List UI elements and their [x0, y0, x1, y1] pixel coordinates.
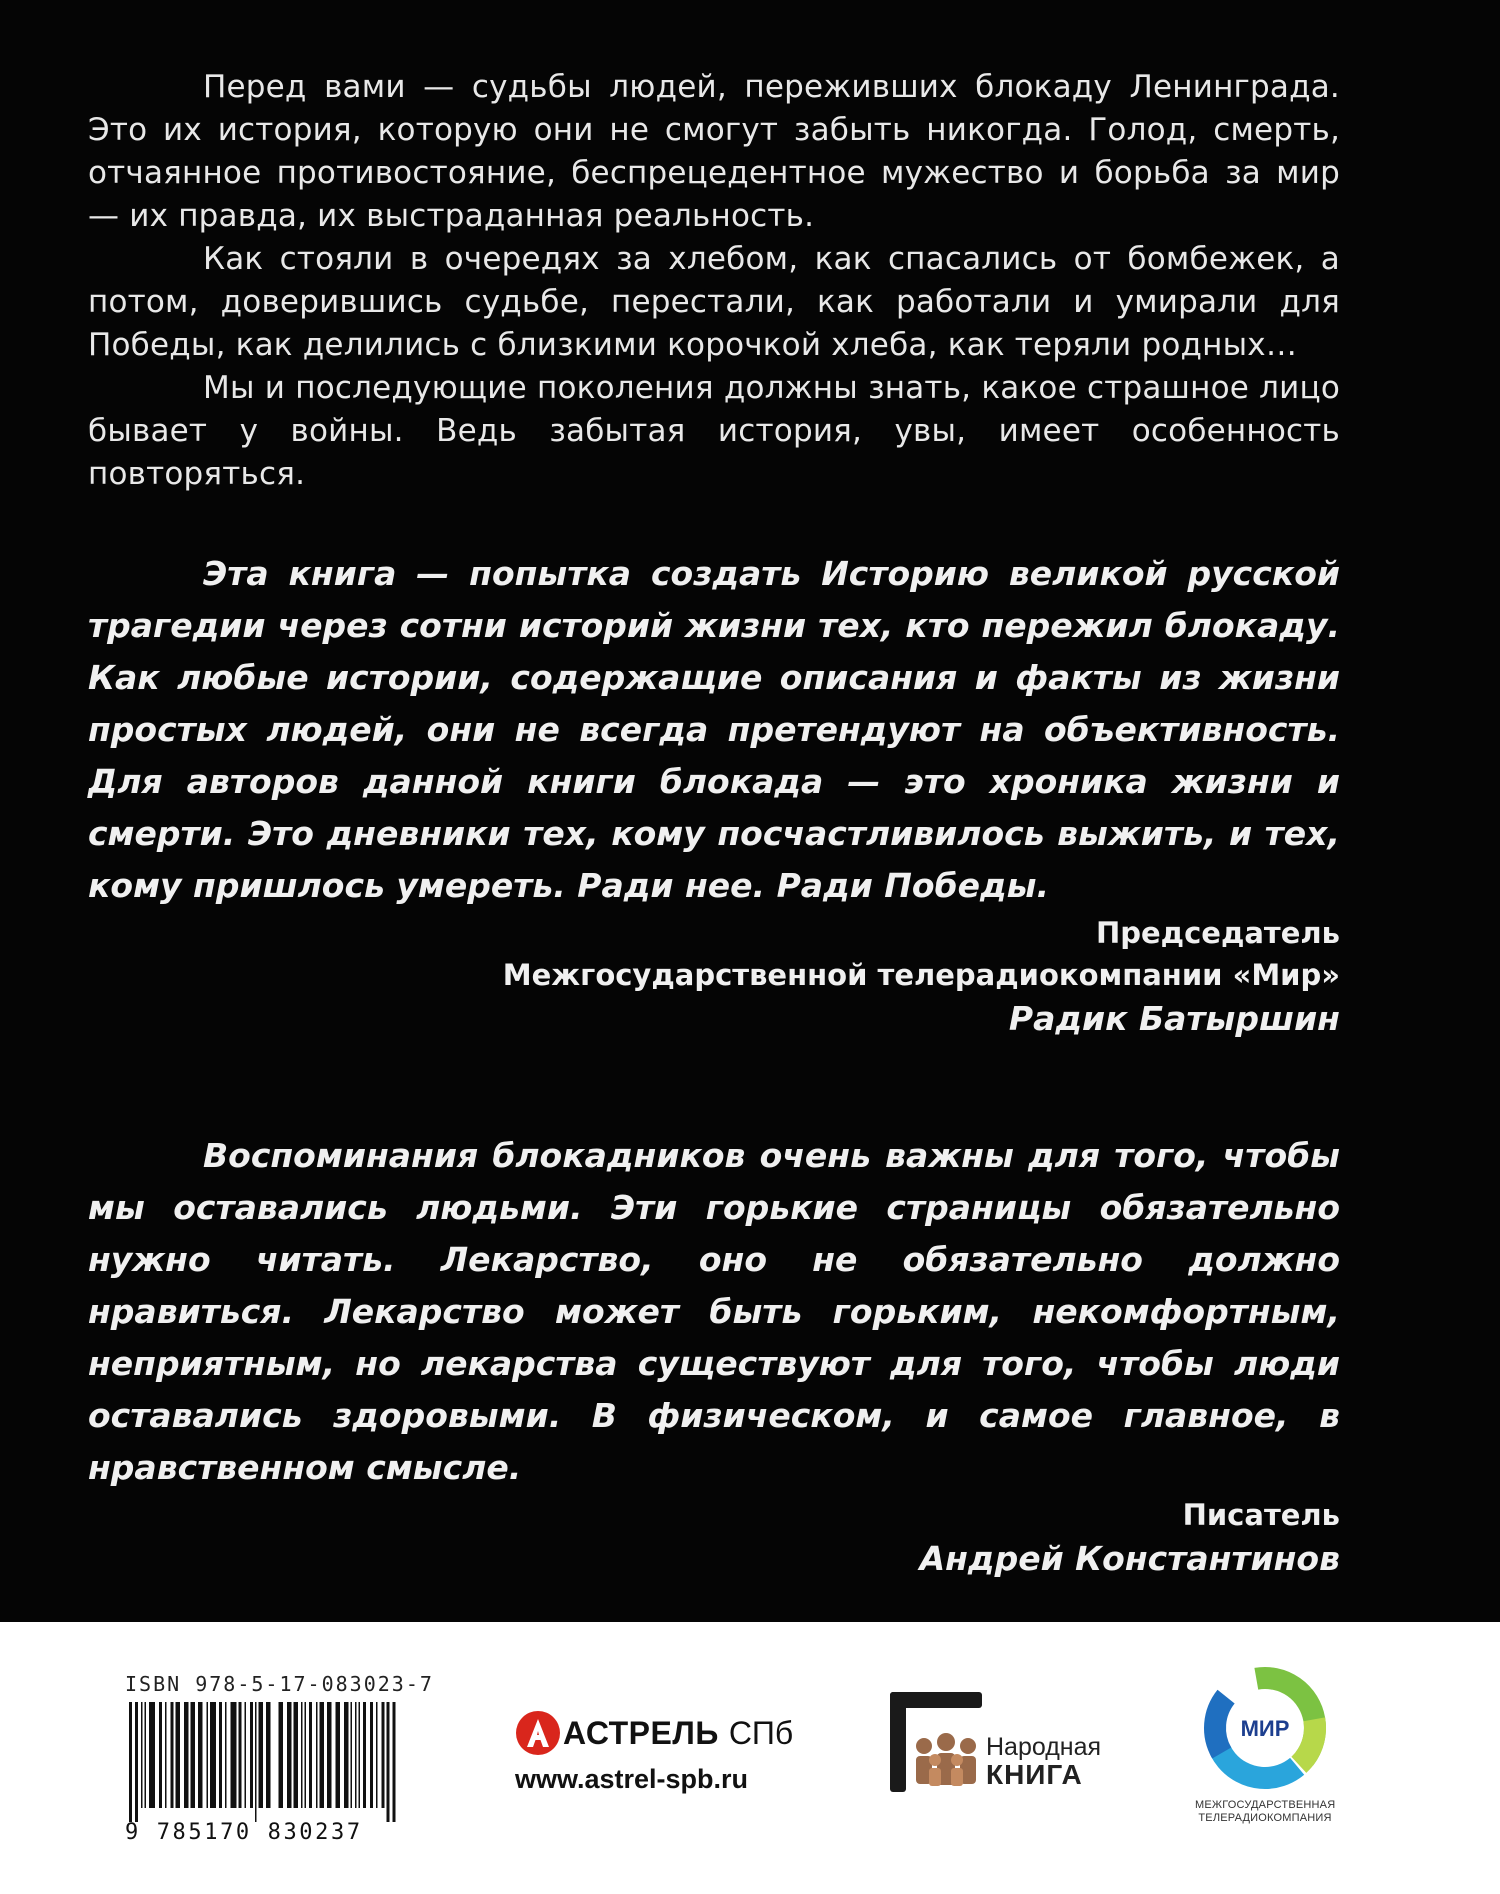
quote-text: Воспоминания блокадников очень важны для того, чтобы мы оставались людьми. Эти горькие страницы обязательно нужно читать. Лекарство, оно не обязательно должно нравиться. Лекарство может быть горьким, некомфортным, неприятным, но лекарства существуют для того, чтобы люди оставались здоровыми. В физическом, и самое главное, в нравственном смысле.: [88, 1136, 1340, 1487]
isbn-label: ISBN 978-5-17-083023-7: [125, 1672, 434, 1696]
signature-organization: Межгосударственной телерадиокомпании «Мир»: [502, 958, 1340, 992]
series-name-line2: КНИГА: [986, 1759, 1083, 1790]
signature-author: Андрей Константинов: [919, 1539, 1340, 1578]
mir-label: МИР: [1240, 1716, 1290, 1741]
astrel-a-icon: [515, 1710, 561, 1756]
quote-konstantinov: [88, 1130, 1340, 1582]
mir-logo: [1195, 1665, 1335, 1825]
quote-batyrshin: [88, 548, 1340, 1042]
quote-text: Эта книга — попытка создать Историю великой русской трагедии через сотни историй жизни тех, кто пережил блокаду. Как любые истории, содержащие описания и факты из жизни простых людей, они не всегда претендуют на объективность. Для авторов данной книги блокада — это хроника жизни и смерти. Это дневники тех, кому посчастливилось выжить, и тех, кому пришлось умереть. Ради нее. Ради Победы.: [88, 554, 1340, 905]
annotation-intro: [88, 66, 1340, 496]
series-logo: [888, 1688, 1128, 1798]
barcode-digits: 9 785170 830237: [125, 1820, 363, 1845]
mir-caption-line1: МЕЖГОСУДАРСТВЕННАЯ: [1195, 1799, 1336, 1811]
intro-paragraph-2: Как стояли в очередях за хлебом, как спасались от бомбежек, а потом, доверившись судьбе, перестали, как работали и умирали для Победы, как делились с близкими корочкой хлеба, как теряли родных…: [88, 241, 1340, 363]
barcode-block: [125, 1672, 447, 1845]
signature: [88, 912, 1340, 1042]
publisher-logo: [515, 1708, 815, 1795]
publisher-city: СПб: [728, 1714, 794, 1751]
series-name-line1: Народная: [986, 1733, 1102, 1761]
intro-paragraph-3: Мы и последующие поколения должны знать, какое страшное лицо бывает у войны. Ведь забытая история, увы, имеет особенность повторяться.: [88, 370, 1340, 492]
publisher-url: www.astrel-spb.ru: [515, 1764, 749, 1794]
signature-role: Председатель: [1095, 916, 1340, 950]
barcode-icon: [125, 1702, 435, 1822]
signature-role: Писатель: [1182, 1498, 1340, 1532]
mir-caption-line2: ТЕЛЕРАДИОКОМПАНИЯ: [1198, 1812, 1332, 1824]
people-book-icon: [888, 1688, 986, 1798]
signature-author: Радик Батыршин: [1008, 999, 1340, 1038]
publisher-name: АСТРЕЛЬ: [563, 1714, 719, 1751]
intro-paragraph-1: Перед вами — судьбы людей, переживших блокаду Ленинграда. Это их история, которую они не смогут забыть никогда. Голод, смерть, отчаянное противостояние, беспрецедентное мужество и борьба за мир — их правда, их выстраданная реальность.: [88, 69, 1340, 234]
signature: [88, 1494, 1340, 1582]
mir-ring-icon: [1202, 1665, 1328, 1791]
